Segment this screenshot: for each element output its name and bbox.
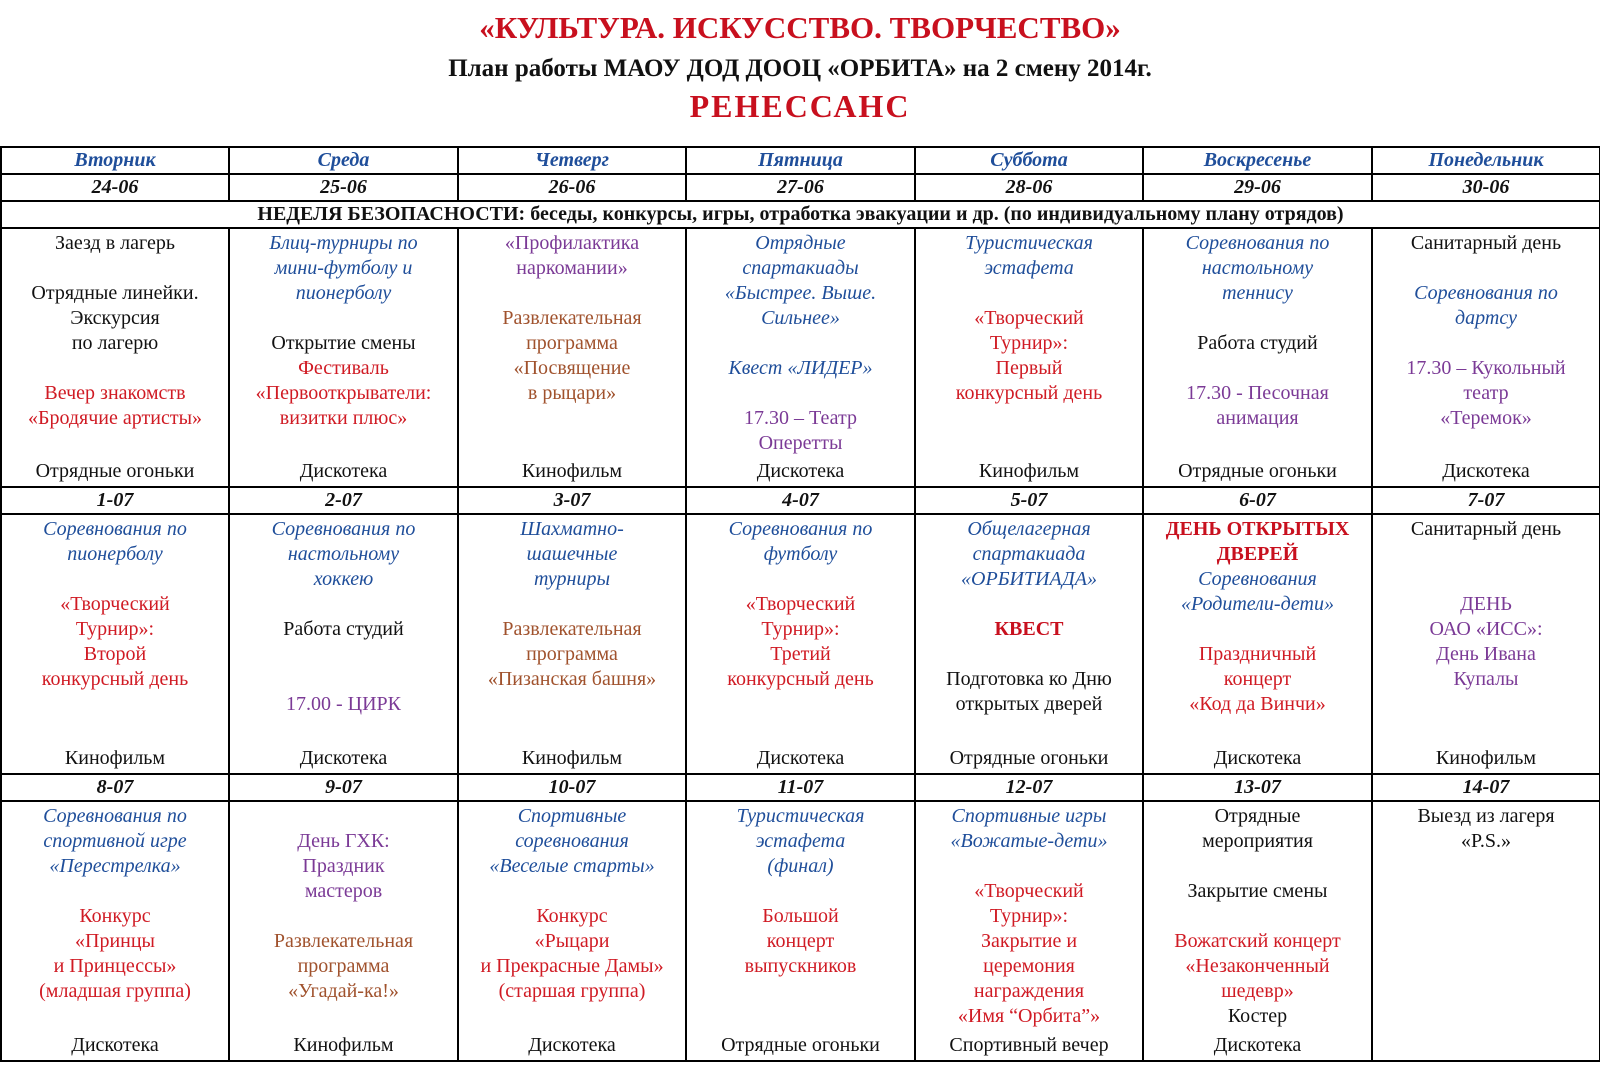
activity-line	[230, 667, 457, 692]
page-title: «КУЛЬТУРА. ИСКУССТВО. ТВОРЧЕСТВО»	[479, 10, 1121, 45]
activity-line: 17.00 - ЦИРК	[285, 693, 401, 715]
activity-line: Вожатский концерт	[1174, 930, 1341, 952]
evening-activity: Дискотека	[299, 747, 388, 769]
activity-line: День Ивана	[1436, 643, 1536, 665]
date-cell: 4-07	[686, 487, 915, 514]
evening-activity: Отрядные огоньки	[1178, 460, 1337, 482]
activity-line	[1373, 256, 1599, 281]
activity-line: «Посвящение	[513, 357, 631, 379]
activity-line: церемония	[983, 955, 1075, 977]
activity-line: мастеров	[304, 880, 383, 902]
activity-line: программа	[526, 332, 618, 354]
date-row	[1, 774, 1600, 801]
weekday-header: Вторник	[1, 147, 229, 174]
activity-line: Санитарный день	[1410, 232, 1562, 254]
activity-line: Соревнования по	[728, 518, 873, 540]
evening-activity: Отрядные огоньки	[949, 747, 1109, 769]
activity-line: «Профилактика	[504, 232, 640, 254]
evening-activity: Дискотека	[1213, 1034, 1302, 1056]
activity-cell	[686, 228, 915, 487]
activity-line: «P.S.»	[1460, 830, 1512, 852]
date-cell: 25-06	[229, 174, 458, 201]
activity-line: Турнир»:	[761, 618, 840, 640]
activity-line: Конкурс	[79, 905, 151, 927]
activity-line: футболу	[763, 543, 838, 565]
activity-line: и Прекрасные Дамы»	[480, 955, 664, 977]
activity-line: «Бродячие артисты»	[27, 407, 203, 429]
activity-line: наркомании»	[516, 257, 628, 279]
date-cell: 14-07	[1372, 774, 1600, 801]
date-row	[1, 487, 1600, 514]
activity-line	[459, 281, 685, 306]
activity-line: Блиц-турниры по	[269, 232, 418, 254]
activity-line: Костер	[1227, 1005, 1288, 1027]
activity-line: Закрытие смены	[1187, 880, 1328, 902]
activity-line: Туристическая	[736, 805, 865, 827]
activity-line: конкурсный день	[727, 668, 874, 690]
activity-line	[230, 306, 457, 331]
activity-line: Квест «ЛИДЕР»	[728, 357, 873, 379]
evening-activity: Дискотека	[756, 747, 845, 769]
activity-line: «Творческий	[745, 593, 856, 615]
activity-line: «Творческий	[60, 593, 170, 615]
activity-line	[1144, 904, 1371, 929]
activity-line: 17.30 – Театр	[744, 407, 857, 429]
activity-line: «Творческий	[974, 880, 1084, 902]
date-cell: 9-07	[229, 774, 458, 801]
activity-line: Соревнования по	[1414, 282, 1558, 304]
activity-line: Первый	[995, 357, 1063, 379]
activity-line	[916, 281, 1142, 306]
activity-line: Общелагерная	[967, 518, 1091, 540]
schedule-body	[1, 147, 1600, 1061]
activity-line: Развлекательная	[502, 618, 642, 640]
activity-line: концерт	[766, 930, 835, 952]
date-cell: 27-06	[686, 174, 915, 201]
activity-line	[1373, 331, 1599, 356]
activity-line: Соревнования по	[271, 518, 416, 540]
activity-line: (старшая группа)	[498, 980, 646, 1002]
activity-line: «Принцы	[75, 930, 155, 952]
activity-line	[2, 567, 228, 592]
date-cell: 10-07	[458, 774, 686, 801]
activity-line: шашечные	[526, 543, 618, 565]
activity-line: КВЕСТ	[994, 618, 1064, 640]
activity-line	[2, 256, 228, 281]
activity-line: Второй	[83, 643, 147, 665]
activity-line	[1144, 617, 1371, 642]
activity-line: Соревнования по	[1185, 232, 1330, 254]
week-note-text: беседы, конкурсы, игры, отработка эвакуации и др. (по индивидуальному плану отрядов)	[525, 203, 1344, 225]
activity-line: шедевр»	[1221, 980, 1294, 1002]
activity-line: ДЕНЬ	[1460, 593, 1512, 615]
activity-line: ДЕНЬ ОТКРЫТЫХ	[1165, 518, 1350, 540]
activity-line: Санитарный день	[1410, 518, 1562, 540]
activity-line: Закрытие и	[980, 930, 1078, 952]
activity-cell	[686, 801, 915, 1061]
activity-cell	[229, 228, 458, 487]
activity-cell	[1372, 514, 1600, 774]
activity-line	[459, 592, 685, 617]
activity-cell	[1, 514, 229, 774]
activity-line	[230, 904, 457, 929]
activity-line: Туристическая	[965, 232, 1093, 254]
activity-line: пионерболу	[67, 543, 163, 565]
activity-line	[2, 879, 228, 904]
activity-cell	[915, 514, 1143, 774]
week-note	[1, 201, 1600, 228]
activity-line: мини-футболу и	[274, 257, 413, 279]
evening-activity: Дискотека	[71, 1034, 159, 1056]
activity-line: 17.30 - Песочная	[1186, 382, 1329, 404]
evening-activity: Дискотека	[756, 460, 845, 482]
evening-activity: Дискотека	[528, 1034, 616, 1056]
activity-line: Третий	[770, 643, 831, 665]
date-cell: 6-07	[1143, 487, 1372, 514]
activity-line: «Веселые старты»	[489, 855, 655, 877]
activity-line: Соревнования	[1198, 568, 1317, 590]
activity-line: визитки плюс»	[279, 407, 408, 429]
activity-line: «Рыцари	[534, 930, 610, 952]
activity-line: Спортивные игры	[951, 805, 1107, 827]
date-cell: 1-07	[1, 487, 229, 514]
activity-cell	[1143, 514, 1372, 774]
date-cell: 11-07	[686, 774, 915, 801]
date-cell: 24-06	[1, 174, 229, 201]
activity-line	[1373, 542, 1599, 567]
activity-line: награждения	[973, 980, 1085, 1002]
activity-line: Работа студий	[283, 618, 404, 640]
weekday-header: Понедельник	[1372, 147, 1600, 174]
shift-theme: РЕНЕССАНС	[689, 88, 911, 124]
activity-line	[687, 331, 914, 356]
evening-activity: Кинофильм	[293, 1034, 394, 1056]
activity-line: открытых дверей	[955, 693, 1103, 715]
activity-line: теннису	[1222, 282, 1293, 304]
activity-cell	[229, 801, 458, 1061]
activity-line: Отрядные	[1214, 805, 1301, 827]
activity-line: конкурсный день	[955, 382, 1103, 404]
activity-line: Работа студий	[1197, 332, 1318, 354]
evening-activity: Кинофильм	[521, 747, 623, 769]
activity-cell	[229, 514, 458, 774]
activity-line	[1144, 854, 1371, 879]
activity-line: Подготовка ко Дню	[946, 668, 1112, 690]
activity-line: Праздничный	[1198, 643, 1317, 665]
activity-cell	[1372, 228, 1600, 487]
activity-line: Фестиваль	[298, 357, 389, 379]
week-note-row	[1, 201, 1600, 228]
activity-line: программа	[526, 643, 618, 665]
date-cell: 2-07	[229, 487, 458, 514]
activity-row	[1, 514, 1600, 774]
date-cell: 7-07	[1372, 487, 1600, 514]
activity-line: и Принцессы»	[53, 955, 177, 977]
activity-line: «Перестрелка»	[49, 855, 181, 877]
activity-line	[1144, 356, 1371, 381]
activity-line: спортивной игре	[43, 830, 187, 852]
activity-line: (финал)	[767, 855, 834, 877]
activity-line: Турнир»:	[75, 618, 155, 640]
activity-line: Соревнования по	[43, 518, 187, 540]
evening-activity: Кинофильм	[521, 460, 623, 482]
activity-cell	[1143, 801, 1372, 1061]
activity-line: Открытие смены	[271, 332, 416, 354]
date-cell: 12-07	[915, 774, 1143, 801]
activity-line: Турнир»:	[989, 332, 1069, 354]
evening-activity: Дискотека	[1213, 747, 1302, 769]
activity-line	[687, 879, 914, 904]
activity-cell	[1143, 228, 1372, 487]
activity-line: эстафета	[755, 830, 846, 852]
activity-line	[916, 592, 1142, 617]
activity-line: конкурсный день	[41, 668, 189, 690]
date-cell: 3-07	[458, 487, 686, 514]
activity-cell	[458, 228, 686, 487]
activity-cell	[458, 801, 686, 1061]
activity-cell	[915, 228, 1143, 487]
date-row	[1, 174, 1600, 201]
activity-line: «Код да Винчи»	[1189, 693, 1326, 715]
activity-line	[230, 592, 457, 617]
activity-line: 17.30 – Кукольный	[1406, 357, 1566, 379]
activity-line: «Родители-дети»	[1181, 593, 1334, 615]
evening-activity: Отрядные огоньки	[721, 1034, 880, 1056]
activity-line: настольному	[1201, 257, 1314, 279]
activity-line: Турнир»:	[989, 905, 1069, 927]
activity-line: по лагерю	[71, 332, 159, 354]
activity-line: Праздник	[302, 855, 385, 877]
activity-line: Оперетты	[758, 432, 843, 454]
activity-line: Вечер знакомств	[44, 382, 186, 404]
activity-cell	[686, 514, 915, 774]
activity-line: программа	[297, 955, 390, 977]
activity-line: (младшая группа)	[39, 980, 191, 1002]
activity-line	[1144, 306, 1371, 331]
activity-line: Большой	[762, 905, 839, 927]
activity-line: театр	[1463, 382, 1509, 404]
activity-line: дартсу	[1455, 307, 1517, 329]
activity-row	[1, 228, 1600, 487]
activity-line: Соревнования по	[43, 805, 187, 827]
evening-activity: Дискотека	[1442, 460, 1530, 482]
activity-line: «Угадай-ка!»	[288, 980, 399, 1002]
weekday-header: Суббота	[915, 147, 1143, 174]
evening-activity: Спортивный вечер	[949, 1034, 1109, 1056]
activity-line: Заезд в лагерь	[55, 232, 175, 254]
activity-line	[230, 642, 457, 667]
activity-line: анимация	[1216, 407, 1299, 429]
activity-line: хоккею	[313, 568, 374, 590]
activity-line	[916, 642, 1142, 667]
activity-line: мероприятия	[1202, 830, 1313, 852]
activity-line: Выезд из лагеря	[1417, 805, 1555, 827]
activity-line: спартакиады	[742, 257, 859, 279]
date-cell: 30-06	[1372, 174, 1600, 201]
activity-line: эстафета	[984, 257, 1074, 279]
date-cell: 29-06	[1143, 174, 1372, 201]
activity-line: Экскурсия	[70, 307, 160, 329]
activity-line: «Творческий	[974, 307, 1084, 329]
weekday-header-row	[1, 147, 1600, 174]
activity-line: соревнования	[515, 830, 629, 852]
activity-line: выпускников	[744, 955, 857, 977]
activity-line: «Незаконченный	[1185, 955, 1330, 977]
date-cell: 8-07	[1, 774, 229, 801]
activity-line: в рыцари»	[527, 382, 617, 404]
activity-line: Конкурс	[536, 905, 608, 927]
activity-line	[916, 854, 1142, 879]
activity-line: спартакиада	[972, 543, 1086, 565]
activity-line: Отрядные линейки.	[31, 282, 199, 304]
activity-line: «Быстрее. Выше.	[724, 282, 877, 304]
activity-line: «ОРБИТИАДА»	[961, 568, 1097, 590]
activity-line	[230, 804, 457, 829]
evening-activity: Кинофильм	[978, 460, 1080, 482]
activity-line: «Пизанская башня»	[487, 668, 657, 690]
activity-line	[1373, 567, 1599, 592]
weekday-header: Пятница	[686, 147, 915, 174]
date-cell: 28-06	[915, 174, 1143, 201]
weekday-header: Среда	[229, 147, 458, 174]
activity-line: «Теремок»	[1440, 407, 1532, 429]
page-subtitle: План работы МАОУ ДОД ДООЦ «ОРБИТА» на 2 смену 2014г.	[448, 55, 1152, 82]
activity-line: День ГХК:	[297, 830, 390, 852]
activity-line: «Первооткрыватели:	[255, 382, 432, 404]
evening-activity: Дискотека	[299, 460, 388, 482]
date-cell: 26-06	[458, 174, 686, 201]
date-cell: 13-07	[1143, 774, 1372, 801]
week-note-title: НЕДЕЛЯ БЕЗОПАСНОСТИ:	[257, 203, 526, 225]
activity-cell	[1372, 801, 1600, 1061]
evening-activity: Кинофильм	[64, 747, 166, 769]
activity-cell	[1, 801, 229, 1061]
activity-line: концерт	[1223, 668, 1292, 690]
activity-line: «Вожатые-дети»	[950, 830, 1108, 852]
activity-line: пионерболу	[295, 282, 392, 304]
activity-line	[687, 381, 914, 406]
date-cell: 5-07	[915, 487, 1143, 514]
weekday-header: Четверг	[458, 147, 686, 174]
activity-line: турниры	[533, 568, 611, 590]
activity-line: настольному	[287, 543, 400, 565]
activity-line	[2, 356, 228, 381]
activity-line	[459, 879, 685, 904]
activity-line: Спортивные	[517, 805, 627, 827]
activity-line: Купалы	[1453, 668, 1519, 690]
activity-line: Шахматно-	[520, 518, 624, 540]
evening-activity: Отрядные огоньки	[35, 460, 195, 482]
activity-row	[1, 801, 1600, 1061]
activity-line: «Имя “Орбита”»	[957, 1005, 1101, 1027]
schedule-table	[0, 146, 1600, 1062]
activity-line: ДВЕРЕЙ	[1216, 543, 1299, 565]
activity-line: ОАО «ИСС»:	[1429, 618, 1543, 640]
weekday-header: Воскресенье	[1143, 147, 1372, 174]
activity-line: Развлекательная	[502, 307, 642, 329]
activity-line	[687, 567, 914, 592]
activity-line: Отрядные	[755, 232, 846, 254]
activity-line: Развлекательная	[273, 930, 414, 952]
evening-activity: Кинофильм	[1435, 747, 1537, 769]
activity-cell	[915, 801, 1143, 1061]
activity-line: Сильнее»	[761, 307, 840, 329]
activity-cell	[458, 514, 686, 774]
activity-cell	[1, 228, 229, 487]
